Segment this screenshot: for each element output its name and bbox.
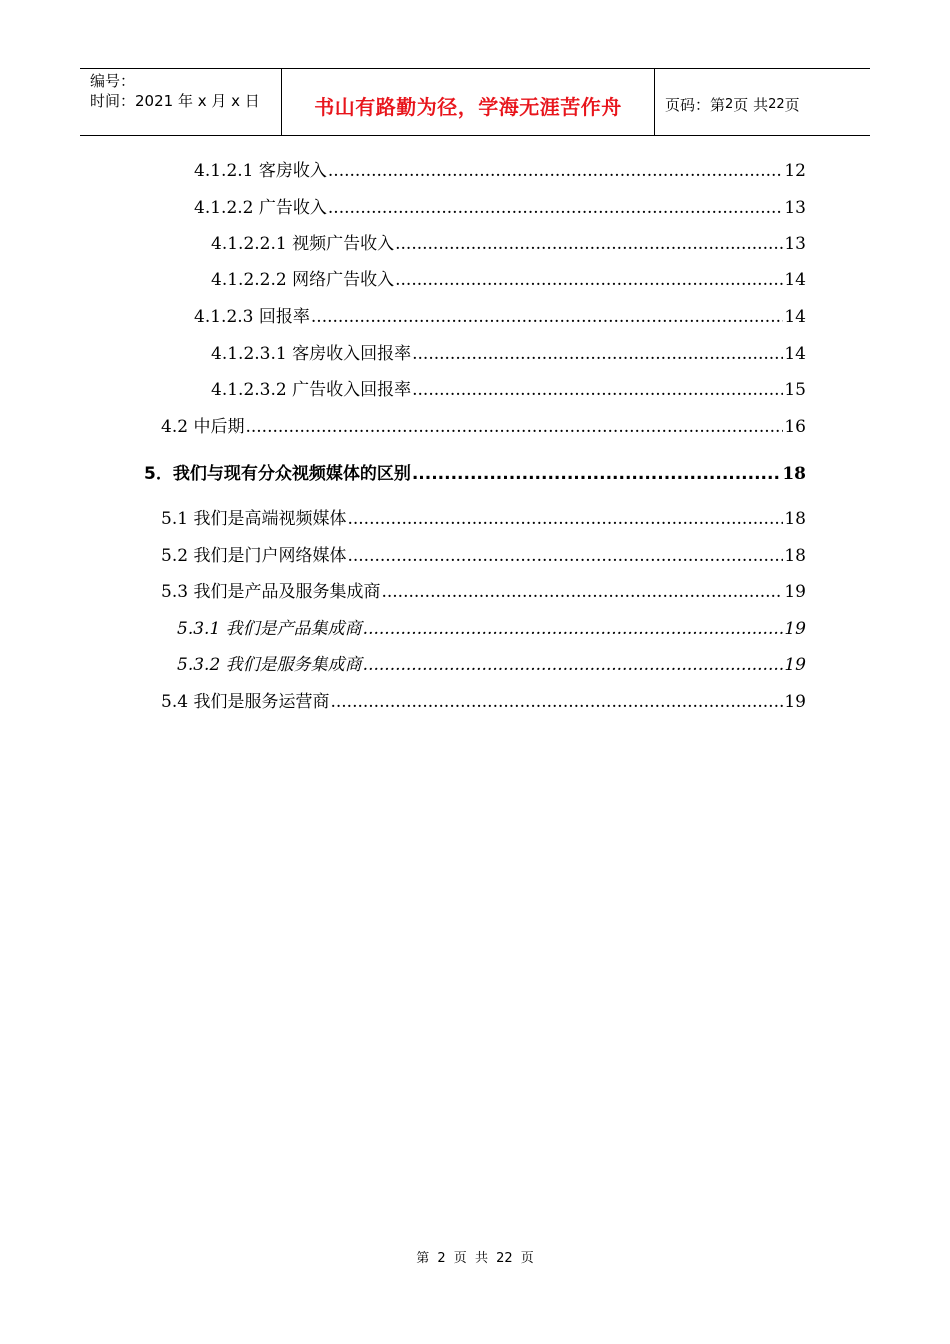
toc-leader-dots (395, 232, 783, 256)
toc-leader-dots (347, 544, 783, 568)
toc-leader-dots (412, 462, 782, 486)
footer-current-page: 2 (437, 1251, 446, 1266)
toc-leader-dots (412, 378, 783, 402)
toc-entry[interactable] (161, 415, 806, 439)
toc-entry-label: 4.1.2.3 回报率 (194, 307, 310, 327)
toc-entry[interactable] (211, 268, 806, 292)
toc-entry-page: 13 (784, 234, 806, 254)
toc-chapter-entry[interactable] (144, 462, 806, 486)
toc-entry-page: 19 (784, 692, 806, 712)
toc-entry-page: 19 (784, 619, 806, 639)
toc-entry-label: 5.3 我们是产品及服务集成商 (161, 582, 381, 602)
toc-entry[interactable] (161, 507, 806, 531)
toc-entry[interactable] (194, 159, 806, 183)
toc-entry-label: 4.1.2.3.1 客房收入回报率 (211, 344, 412, 364)
header-page-info (655, 69, 870, 135)
toc-leader-dots (363, 617, 784, 641)
toc-leader-dots (311, 305, 783, 329)
header-page-current: 2 (725, 96, 734, 112)
toc-leader-dots (245, 415, 783, 439)
toc-entry[interactable] (211, 342, 806, 366)
toc-entry[interactable] (161, 580, 806, 604)
footer-suffix: 页 (520, 1251, 534, 1266)
page-footer (0, 1247, 950, 1266)
header-page-suffix: 页 (784, 95, 800, 114)
toc-entry-page: 14 (784, 344, 806, 364)
document-header (80, 68, 870, 136)
toc-entry-label: 4.1.2.2.2 网络广告收入 (211, 270, 395, 290)
toc-entry-page: 14 (784, 270, 806, 290)
toc-leader-dots (330, 690, 783, 714)
header-meta (80, 69, 282, 135)
toc-leader-dots (395, 268, 783, 292)
toc-entry-label: 5.3.2 我们是服务集成商 (177, 655, 362, 675)
toc-entry-page: 14 (784, 307, 806, 327)
toc-leader-dots (363, 653, 784, 677)
toc-leader-dots (347, 507, 783, 531)
toc-entry-label: 5.3.1 我们是产品集成商 (177, 619, 362, 639)
toc-entry-page: 12 (784, 161, 806, 181)
toc-entry[interactable] (177, 617, 806, 641)
toc-entry-label: 4.1.2.2.1 视频广告收入 (211, 234, 395, 254)
toc-leader-dots (381, 580, 783, 604)
toc-entry[interactable] (211, 378, 806, 402)
toc-entry-label: 5.4 我们是服务运营商 (161, 692, 330, 712)
header-page-mid: 页 共 (733, 95, 769, 114)
header-page-total: 22 (768, 96, 785, 112)
toc-entry-label: 5．我们与现有分众视频媒体的区别 (144, 464, 411, 484)
footer-total-pages: 22 (496, 1251, 513, 1266)
toc-entry[interactable] (177, 653, 806, 677)
toc-entry-label: 5.2 我们是门户网络媒体 (161, 546, 347, 566)
toc-entry-page: 18 (784, 509, 806, 529)
header-time-label: 时间：2021 年 x 月 x 日 (90, 92, 260, 110)
toc-entry-page: 16 (784, 417, 806, 437)
toc-entry[interactable] (161, 690, 806, 714)
toc-entry[interactable] (194, 196, 806, 220)
toc-entry-label: 4.1.2.1 客房收入 (194, 161, 327, 181)
toc-entry-page: 18 (784, 546, 806, 566)
toc-entry-page: 19 (784, 582, 806, 602)
toc-leader-dots (328, 196, 783, 220)
footer-mid1: 页 (453, 1251, 467, 1266)
toc-leader-dots (412, 342, 783, 366)
toc-entry[interactable] (211, 232, 806, 256)
toc-entry[interactable] (194, 305, 806, 329)
footer-prefix: 第 (416, 1251, 430, 1266)
toc-entry-label: 5.1 我们是高端视频媒体 (161, 509, 347, 529)
header-number-label: 编号： (90, 72, 136, 90)
toc-entry-page: 15 (784, 380, 806, 400)
toc-leader-dots (328, 159, 783, 183)
header-motto: 书山有路勤为径，学海无涯苦作舟 (282, 69, 655, 135)
toc-entry-label: 4.1.2.2 广告收入 (194, 198, 327, 218)
footer-mid2: 共 (474, 1251, 488, 1266)
toc-entry-page: 18 (782, 464, 806, 484)
toc-entry[interactable] (161, 544, 806, 568)
toc-entry-label: 4.1.2.3.2 广告收入回报率 (211, 380, 412, 400)
toc-entry-page: 19 (784, 655, 806, 675)
toc-entry-label: 4.2 中后期 (161, 417, 245, 437)
header-page-prefix: 页码：第 (665, 95, 726, 114)
toc-entry-page: 13 (784, 198, 806, 218)
